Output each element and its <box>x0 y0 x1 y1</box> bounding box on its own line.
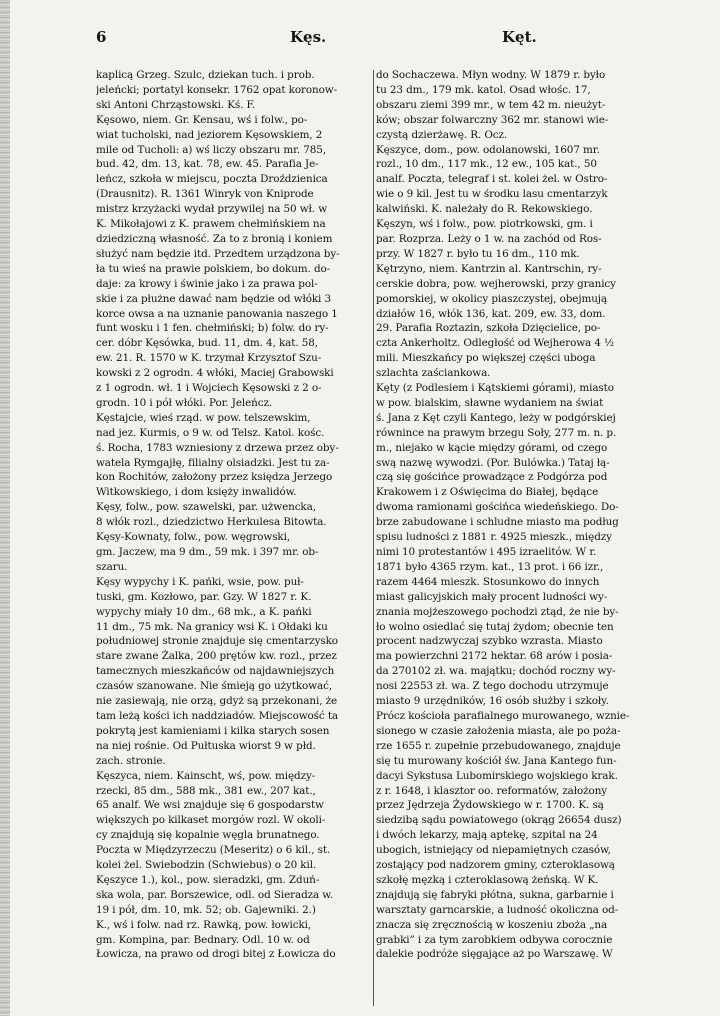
text-line: brze zabudowane i schludne miasto ma podług <box>376 516 619 529</box>
text-line: sionego w czasie założenia miasta, ale po poża- <box>376 724 621 737</box>
text-line: południowej stronie znajduje się cmentarzysko <box>96 635 338 648</box>
text-line: 8 włók rozl., dziedzictwo Herkulesa Bitowta. <box>96 516 327 529</box>
text-line: Kęstajcie, wieś rząd. w pow. telszewskim, <box>96 411 311 424</box>
running-head-right: Kęt. <box>502 28 537 46</box>
text-line: grabki” i za tym zarobkiem odbywa corocznie <box>376 933 613 946</box>
text-line: stare zwane Żalka, 200 prętów kw. rozl., przez <box>96 650 337 663</box>
text-line: nosi 22553 zł. wa. Z tego dochodu utrzymuje <box>376 680 609 693</box>
text-line: m., niejako w kącie między górami, od czego <box>376 441 608 454</box>
text-line: Prócz kościoła parafialnego murowanego, wznie- <box>376 709 630 722</box>
text-line: 19 i pół, dm. 10, mk. 52; ob. Gajewniki. 2.) <box>96 903 316 916</box>
text-line: pomorskiej, w okolicy piaszczystej, obejmują <box>376 292 608 305</box>
text-line: cer. dóbr Kęsówka, bud. 11, dm. 4, kat. 58, <box>96 337 318 350</box>
text-line: pokrytą jest kamieniami i kilka starych sosen <box>96 724 330 737</box>
page-number: 6 <box>96 28 107 46</box>
text-line: miasto 9 urzędników, 16 osób służby i szkoły. <box>376 695 609 708</box>
text-line: działów 16, włók 136, kat. 209, ew. 33, dom. <box>376 307 606 320</box>
text-line: obszaru ziemi 399 mr., w tem 42 m. nieużyt- <box>376 98 606 111</box>
text-line: Kęszyca, niem. Kainscht, wś, pow. między- <box>96 769 316 782</box>
text-line: leńcz, szkoła w miejscu, poczta Droździenica <box>96 173 328 186</box>
text-line: 11 dm., 75 mk. Na granicy wsi K. i Ołdaki ku <box>96 620 328 633</box>
text-line: rozl., 10 dm., 117 mk., 12 ew., 105 kat., 50 <box>376 158 597 171</box>
text-line: Kęty (z Podlesiem i Kątskiemi górami), miasto <box>376 382 614 395</box>
text-line: skie i za płużne dawać nam będzie od włóki 3 <box>96 292 331 305</box>
text-line: (Drausnitz). R. 1361 Winryk von Kniprode <box>96 188 314 201</box>
text-line: Krakowem i z Oświęcima do Białej, będące <box>376 486 599 499</box>
text-line: dziedziczną własność. Za to z bronią i koniem <box>96 232 333 245</box>
text-line: procent nadzwyczaj szybko wzrasta. Miasto <box>376 635 603 648</box>
text-line: spisu ludności z 1881 r. 4925 mieszk., między <box>376 531 612 544</box>
text-line: ew. 21. R. 1570 w K. trzymał Krzysztof Szu- <box>96 352 322 365</box>
text-line: czta Ankerholtz. Odległość od Wejherowa 4 ½ <box>376 337 615 350</box>
text-line: jeleńcki; portatyl konsekr. 1762 opat koronow- <box>96 83 337 96</box>
text-line: kaplicą Grzeg. Szulc, dziekan tuch. i prob. <box>96 69 315 81</box>
text-line: kon Rochitów, założony przez księdza Jerzego <box>96 471 333 484</box>
text-line: wypychy miały 10 dm., 68 mk., a K. pańki <box>96 605 312 618</box>
text-line: Kęsowo, niem. Gr. Kensau, wś i folw., po- <box>96 113 308 126</box>
text-line: tuski, gm. Kozłowo, par. Gzy. W 1827 r. K. <box>96 590 312 603</box>
text-line: cy znajdują się kopalnie węgla brunatnego. <box>96 829 320 842</box>
text-line: analf. Poczta, telegraf i st. kolei żel. w Ostro- <box>376 173 608 186</box>
text-line: ków; obszar folwarczny 362 mr. stanowi wie- <box>376 113 609 126</box>
text-line: swą nazwę wywodzi. (Por. Bulówka.) Tataj łą- <box>376 456 610 469</box>
text-line: Kętrzyno, niem. Kantrzin al. Kantrschin, ry- <box>376 262 602 275</box>
text-line: mistrz krzyżacki wydał przywilej na 50 wł. w <box>96 203 327 216</box>
text-line: czystą dzierżawę. R. Ocz. <box>376 128 508 141</box>
text-line: siedzibą sądu powiatowego (okrąg 26654 dusz) <box>376 814 622 827</box>
text-line: bud. 42, dm. 13, kat. 78, ew. 45. Parafia Je- <box>96 158 319 171</box>
text-line: wiat tucholski, nad jeziorem Kęsowskiem, 2 <box>96 128 323 141</box>
text-line: mile od Tucholi: a) wś liczy obszaru mr. 785, <box>96 143 326 156</box>
text-line: Kęszyce, dom., pow. odolanowski, 1607 mr. <box>376 143 600 156</box>
text-line: gm. Jaczew, ma 9 dm., 59 mk. i 397 mr. ob- <box>96 546 319 558</box>
text-line: 65 analf. We wsi znajduje się 6 gospodarstw <box>96 799 324 812</box>
text-line: korce owsa a na uznanie panowania naszego 1 <box>96 307 338 320</box>
scan-edge <box>0 0 10 1016</box>
text-line: K., wś i folw. nad rz. Rawką, pow. łowicki, <box>96 918 312 931</box>
text-line: nimi 10 protestantów i 495 izraelitów. W r. <box>376 546 597 558</box>
text-line: z r. 1648, i klasztor oo. reformatów, założony <box>376 784 608 797</box>
text-line: ski Antoni Chrząstowski. Kś. F. <box>96 98 256 111</box>
text-line: do Sochaczewa. Młyn wodny. W 1879 r. było <box>376 69 606 81</box>
text-line: Kęsy, folw., pow. szawelski, par. użwencka, <box>96 501 316 514</box>
text-line: tamecznych mieszkańców od najdawniejszych <box>96 665 335 678</box>
page-header <box>90 28 684 54</box>
text-line: ś. Jana z Kęt czyli Kantego, leży w podgórskiej <box>376 411 616 424</box>
text-line: Witkowskiego, i dom księży inwalidów. <box>96 486 297 499</box>
text-line: par. Rozprza. Leży o 1 w. na zachód od Ros- <box>376 232 602 245</box>
text-line: mili. Mieszkańcy po większej części uboga <box>376 352 596 365</box>
text-line: daje: za krowy i świnie jako i za prawa pol- <box>96 277 318 290</box>
column-divider <box>373 70 374 1006</box>
text-line: funt wosku i 1 fen. chełmiński; b) folw. do ry- <box>96 322 329 335</box>
text-line: ma powierzchni 2172 hektar. 68 arów i posia- <box>376 650 613 663</box>
text-line: nie zasiewają, nie orzą, gdyż są przekonani, że <box>96 695 338 708</box>
text-line: z 1 ogrodn. wł. 1 i Wojciech Kęsowski z 2 o- <box>96 382 322 395</box>
text-line: cerskie dobra, pow. wejherowski, przy granicy <box>376 277 616 290</box>
text-line: ska wola, par. Borszewice, odl. od Sieradza w. <box>96 888 334 901</box>
text-line: przy. W 1827 r. było tu 16 dm., 110 mk. <box>376 247 580 260</box>
text-line: kalwiński. K. należały do R. Rekowskiego. <box>376 203 593 216</box>
text-line: miast galicyjskich mały procent ludności wy- <box>376 590 608 603</box>
text-line: rze 1655 r. zupełnie przebudowanego, znajduje <box>376 739 621 752</box>
text-line: i dwóch lekarzy, mają aptekę, szpital na 24 <box>376 829 598 842</box>
text-line: kowski z 2 ogrodn. 4 włóki, Maciej Grabowski <box>96 367 334 380</box>
text-line: szlachta zaściankowa. <box>376 367 491 380</box>
text-line: dalekie podróże sięgające aż po Warszawę. W <box>376 948 613 961</box>
text-line: równince na prawym brzegu Soły, 277 m. n. p. <box>376 426 617 439</box>
right-column <box>376 68 656 962</box>
text-line: Kęsy wypychy i K. pańki, wsie, pow. puł- <box>96 575 304 588</box>
text-line: tu 23 dm., 179 mk. katol. Osad włośc. 17, <box>376 83 591 96</box>
text-line: się tu murowany kościół św. Jana Kantego fun- <box>376 754 617 767</box>
text-line: tam leżą kości ich naddziadów. Miejscowość ta <box>96 709 339 722</box>
text-line: szaru. <box>96 560 128 573</box>
text-line: większych po kilkaset morgów rozl. W okoli- <box>96 814 326 827</box>
text-line: ubogich, istniejący od niepamiętnych czasów, <box>376 844 611 857</box>
text-line: czą się gościńce prowadzące z Podgórza pod <box>376 471 608 484</box>
text-line: 29. Parafia Roztazin, szkoła Dzięcielice, po- <box>376 322 601 335</box>
text-line: zach. stronie. <box>96 754 166 767</box>
text-line: kolei żel. Swiebodzin (Schwiebus) o 20 kil. <box>96 859 317 872</box>
text-line: rzecki, 85 dm., 588 mk., 381 ew., 207 kat., <box>96 784 316 797</box>
text-line: grodn. 10 i pół włóki. Por. Jeleńcz. <box>96 396 273 409</box>
text-line: ła tu wieś na prawie polskiem, bo dokum. do- <box>96 262 331 275</box>
text-line: przez Jędrzeja Żydowskiego w r. 1700. K. są <box>376 799 604 812</box>
text-line: 1871 było 4365 rzym. kat., 13 prot. i 66 izr., <box>376 560 604 573</box>
text-line: watela Rymgajłę, filialny olsiadzki. Jest tu za- <box>96 456 330 469</box>
text-line: K. Mikołajowi z K. prawem chełmińskiem na <box>96 218 326 231</box>
text-line: Łowicza, na prawo od drogi bitej z Łowicza do <box>96 948 336 961</box>
text-line: znacza się zręcznością w koszeniu zboża „na <box>376 918 608 931</box>
left-column <box>96 68 370 962</box>
text-line: gm. Kompina, par. Bednary. Odl. 10 w. od <box>96 933 310 946</box>
text-line: zostający pod nadzorem gminy, czteroklasową <box>376 859 615 872</box>
text-line: służyć nam będzie itd. Przedtem urządzona by- <box>96 247 340 260</box>
text-line: warsztaty garncarskie, a ludność okoliczna od- <box>376 903 619 916</box>
text-line: dacyi Sykstusa Lubomirskiego wojskiego krak. <box>376 769 618 782</box>
text-line: ś. Rocha, 1783 wzniesiony z drzewa przez oby- <box>96 441 339 454</box>
text-line: Kęsy-Kownaty, folw., pow. węgrowski, <box>96 531 291 544</box>
text-line: da 270102 zł. wa. majątku; dochód roczny wy- <box>376 665 616 678</box>
text-line: ło wolno osiedlać się tutaj żydom; obecnie ten <box>376 620 614 633</box>
text-line: razem 4464 mieszk. Stosunkowo do innych <box>376 575 600 588</box>
text-line: czasów szanowane. Nie śmieją go użytkować, <box>96 680 332 693</box>
text-line: na niej rośnie. Od Pułtuska wiorst 9 w płd. <box>96 739 316 752</box>
text-line: znania mojżeszowego pochodzi ztąd, że nie by- <box>376 605 619 618</box>
text-line: szkołę męzką i czteroklasową żeńską. W K. <box>376 873 599 886</box>
text-line: wie o 9 kil. Jest tu w środku lasu cmentarzyk <box>376 188 608 201</box>
text-line: znajdują się fabryki płótna, sukna, garbarnie i <box>376 888 614 901</box>
text-line: Poczta w Międzyrzeczu (Meseritz) o 6 kil., st. <box>96 844 331 857</box>
text-line: Kęszyn, wś i folw., pow. piotrkowski, gm. i <box>376 218 593 231</box>
text-line: Kęszyce 1.), kol., pow. sieradzki, gm. Zduń- <box>96 873 320 886</box>
running-head-left: Kęs. <box>290 28 327 46</box>
text-line: nad jez. Kurmis, o 9 w. od Telsz. Katol. kośc. <box>96 426 325 439</box>
text-line: dwoma ramionami gościńca wiedeńskiego. Do- <box>376 501 619 514</box>
text-line: w pow. bialskim, sławne wydaniem na świat <box>376 396 604 409</box>
